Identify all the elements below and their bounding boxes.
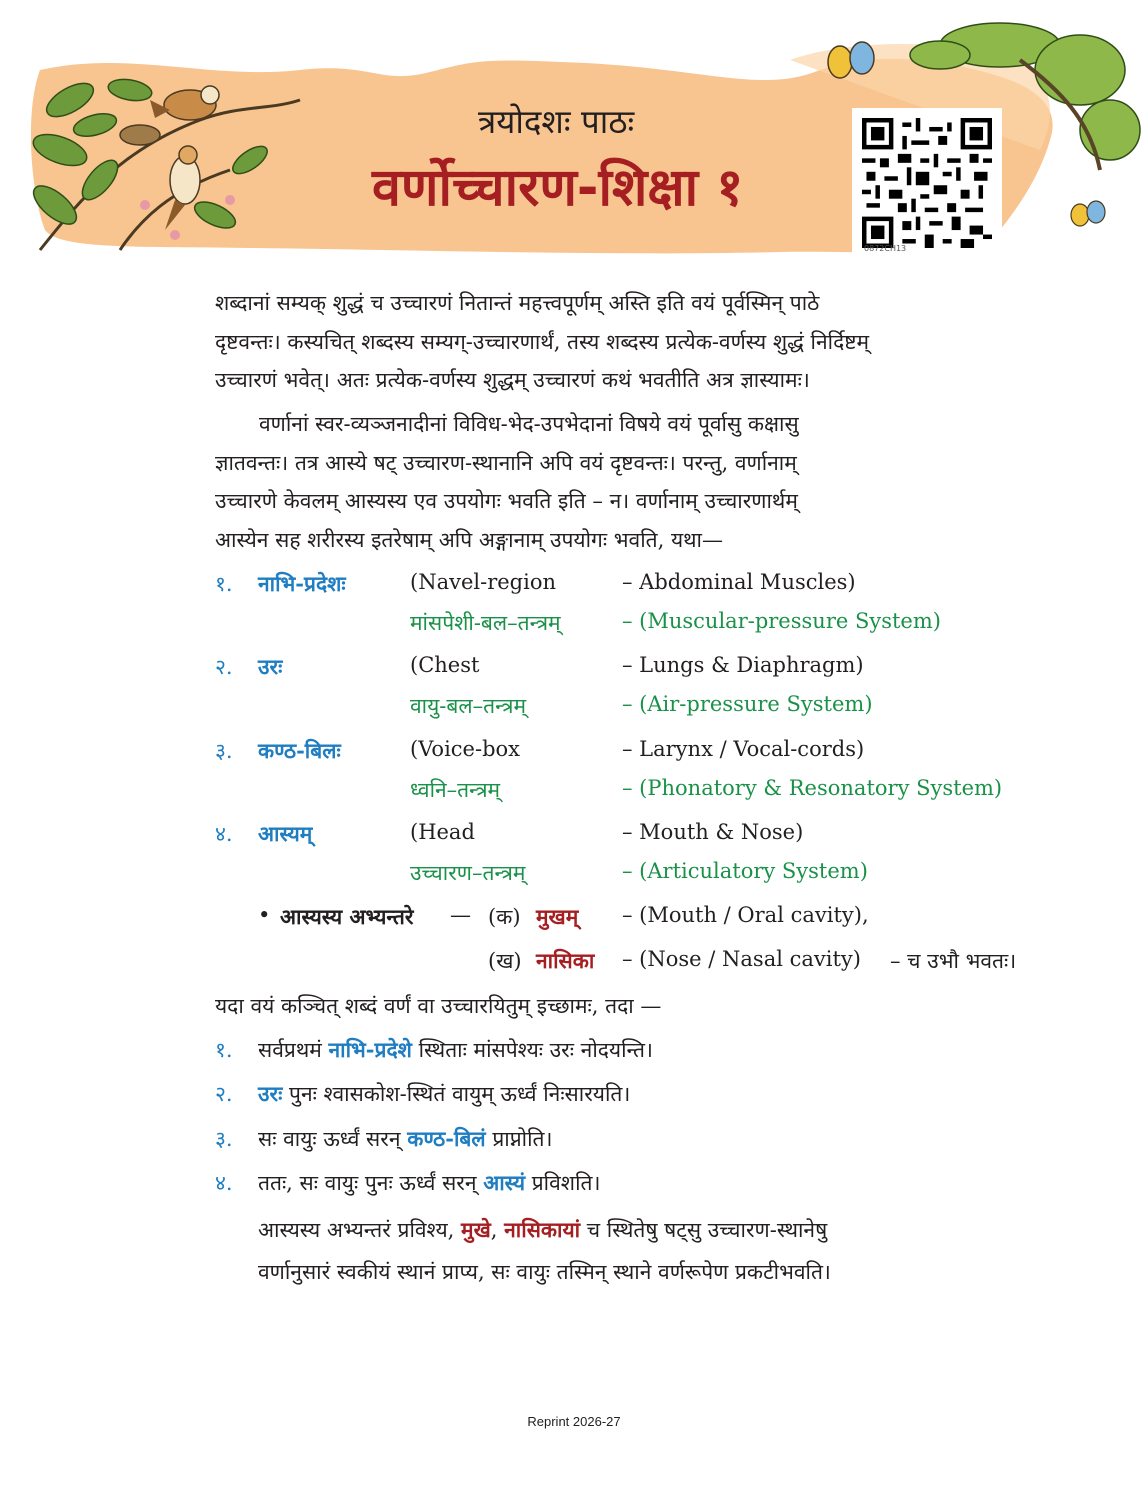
paragraph-line: आस्येन सह शरीरस्य इतरेषाम् अपि अङ्गानाम् उपयोगः भवति, यथा— [215, 527, 723, 552]
paragraph-line: उच्चारणं भवेत्। अतः प्रत्येक-वर्णस्य शुद्धम् उच्चारणं कथं भवतीति अत्र ज्ञास्यामः। [215, 368, 810, 392]
list-number: ३. [215, 739, 233, 763]
inner-label: आस्यस्य अभ्यन्तरे [280, 904, 414, 929]
organ-detail: – Abdominal Muscles) [622, 570, 856, 594]
organ-name: नाभि-प्रदेशः [258, 571, 346, 596]
item-marker: (क) [488, 905, 521, 929]
system-english: – (Air-pressure System) [622, 692, 873, 716]
paragraph-line: उच्चारणे केवलम् आस्यस्य एव उपयोगः भवति इति – न। वर्णानाम् उच्चारणार्थम् [215, 489, 798, 513]
organ-name: कण्ठ-बिलः [258, 738, 341, 763]
closing-line-1 [258, 1216, 827, 1244]
lesson-title: वर्णोच्चारण-शिक्षा १ [372, 158, 744, 218]
step-text [258, 1125, 553, 1153]
step-post: स्थिताः मांसपेश्यः उरः नोदयन्ति। [418, 1038, 653, 1062]
organ-english: (Voice-box [410, 737, 521, 761]
organ-name: उरः [258, 654, 283, 679]
system-sanskrit: उच्चारण–तन्त्रम् [410, 861, 526, 885]
paragraph-line: वर्णानां स्वर-व्यञ्जनादीनां विविध-भेद-उपभेदानां विषये वयं पूर्वासु कक्षासु [259, 412, 799, 436]
system-english: – (Muscular-pressure System) [622, 609, 941, 633]
closing-key: नासिकायां [504, 1217, 581, 1242]
qr-code-id: 0872CH13 [864, 244, 907, 253]
organ-english: (Navel-region [410, 570, 556, 594]
step-pre: सर्वप्रथमं [258, 1038, 322, 1062]
inner-term: नासिका [536, 948, 595, 973]
step-key: आस्यं [483, 1170, 526, 1195]
bullet-icon: • [258, 903, 271, 927]
closing-key: मुखे [461, 1217, 491, 1242]
list-number: १. [215, 1038, 233, 1062]
step-pre: ततः, सः वायुः पुनः ऊर्ध्वं सरन् [258, 1171, 477, 1195]
item-marker: (ख) [488, 949, 522, 973]
closing-comma: , [490, 1218, 498, 1242]
organ-english: (Chest [410, 653, 480, 677]
intro-paragraph-2 [215, 405, 935, 559]
step-pre: सः वायुः ऊर्ध्वं सरन् [258, 1127, 401, 1151]
paragraph-line: शब्दानां सम्यक् शुद्धं च उच्चारणं नितान्तं महत्त्वपूर्णम् अस्ति इति वयं पूर्वस्मिन् पाठे [215, 291, 820, 315]
organ-detail: – Mouth & Nose) [622, 820, 804, 844]
system-sanskrit: वायु-बल–तन्त्रम् [410, 694, 527, 718]
closing-post: च स्थितेषु षट्सु उच्चारण-स्थानेषु [586, 1218, 828, 1242]
step-post: पुनः श्वासकोश-स्थितं वायुम् ऊर्ध्वं निःसारयति। [289, 1082, 631, 1106]
inner-english: – (Mouth / Oral cavity), [622, 903, 869, 927]
lesson-number: त्रयोदशः पाठः [478, 102, 635, 141]
footer-reprint: Reprint 2026-27 [527, 1414, 621, 1429]
inner-term: मुखम् [536, 904, 579, 929]
step-text [258, 1080, 630, 1108]
intro-paragraph-1 [215, 284, 935, 400]
system-english: – (Articulatory System) [622, 859, 868, 883]
step-key: उरः [258, 1081, 283, 1106]
paragraph-line: ज्ञातवन्तः। तत्र आस्ये षट् उच्चारण-स्थानानि अपि वयं दृष्टवन्तः। परन्तु, वर्णानाम् [215, 450, 797, 475]
system-sanskrit: मांसपेशी-बल–तन्त्रम् [410, 611, 561, 635]
step-post: प्रविशति। [531, 1171, 601, 1195]
process-intro: यदा वयं कञ्चित् शब्दं वर्णं वा उच्चारयितुम् इच्छामः, तदा — [215, 994, 662, 1018]
step-text [258, 1036, 653, 1064]
inner-suffix: – च उभौ भवतः। [890, 949, 1017, 973]
list-number: २. [215, 1082, 233, 1106]
inner-dash: — [450, 903, 471, 927]
list-number: १. [215, 572, 233, 596]
closing-pre: आस्यस्य अभ्यन्तरं प्रविश्य, [258, 1218, 455, 1242]
step-key: कण्ठ-बिलं [407, 1126, 486, 1151]
list-number: ४. [215, 1171, 233, 1195]
organ-english: (Head [410, 820, 475, 844]
nest [120, 125, 160, 145]
organ-detail: – Larynx / Vocal-cords) [622, 737, 865, 761]
system-sanskrit: ध्वनि–तन्त्रम् [410, 778, 501, 802]
step-text [258, 1169, 600, 1197]
step-key: नाभि-प्रदेशे [328, 1037, 412, 1062]
qr-code-icon[interactable] [852, 108, 1002, 258]
list-number: २. [215, 655, 233, 679]
closing-line-2: वर्णानुसारं स्वकीयं स्थानं प्राप्य, सः वायुः तस्मिन् स्थाने वर्णरूपेण प्रकटीभवति। [258, 1260, 831, 1284]
step-post: प्राप्नोति। [492, 1127, 553, 1151]
system-english: – (Phonatory & Resonatory System) [622, 776, 1003, 800]
list-number: ३. [215, 1127, 233, 1151]
inner-english: – (Nose / Nasal cavity) [622, 947, 861, 971]
paragraph-line: दृष्टवन्तः। कस्यचित् शब्दस्य सम्यग्-उच्चारणार्थं, तस्य शब्दस्य प्रत्येक-वर्णस्य शुद्धं निर्दिष्टम् [215, 329, 870, 354]
organ-detail: – Lungs & Diaphragm) [622, 653, 864, 677]
list-number: ४. [215, 822, 233, 846]
butterfly-icon [1071, 201, 1105, 226]
organ-name: आस्यम् [258, 821, 313, 846]
